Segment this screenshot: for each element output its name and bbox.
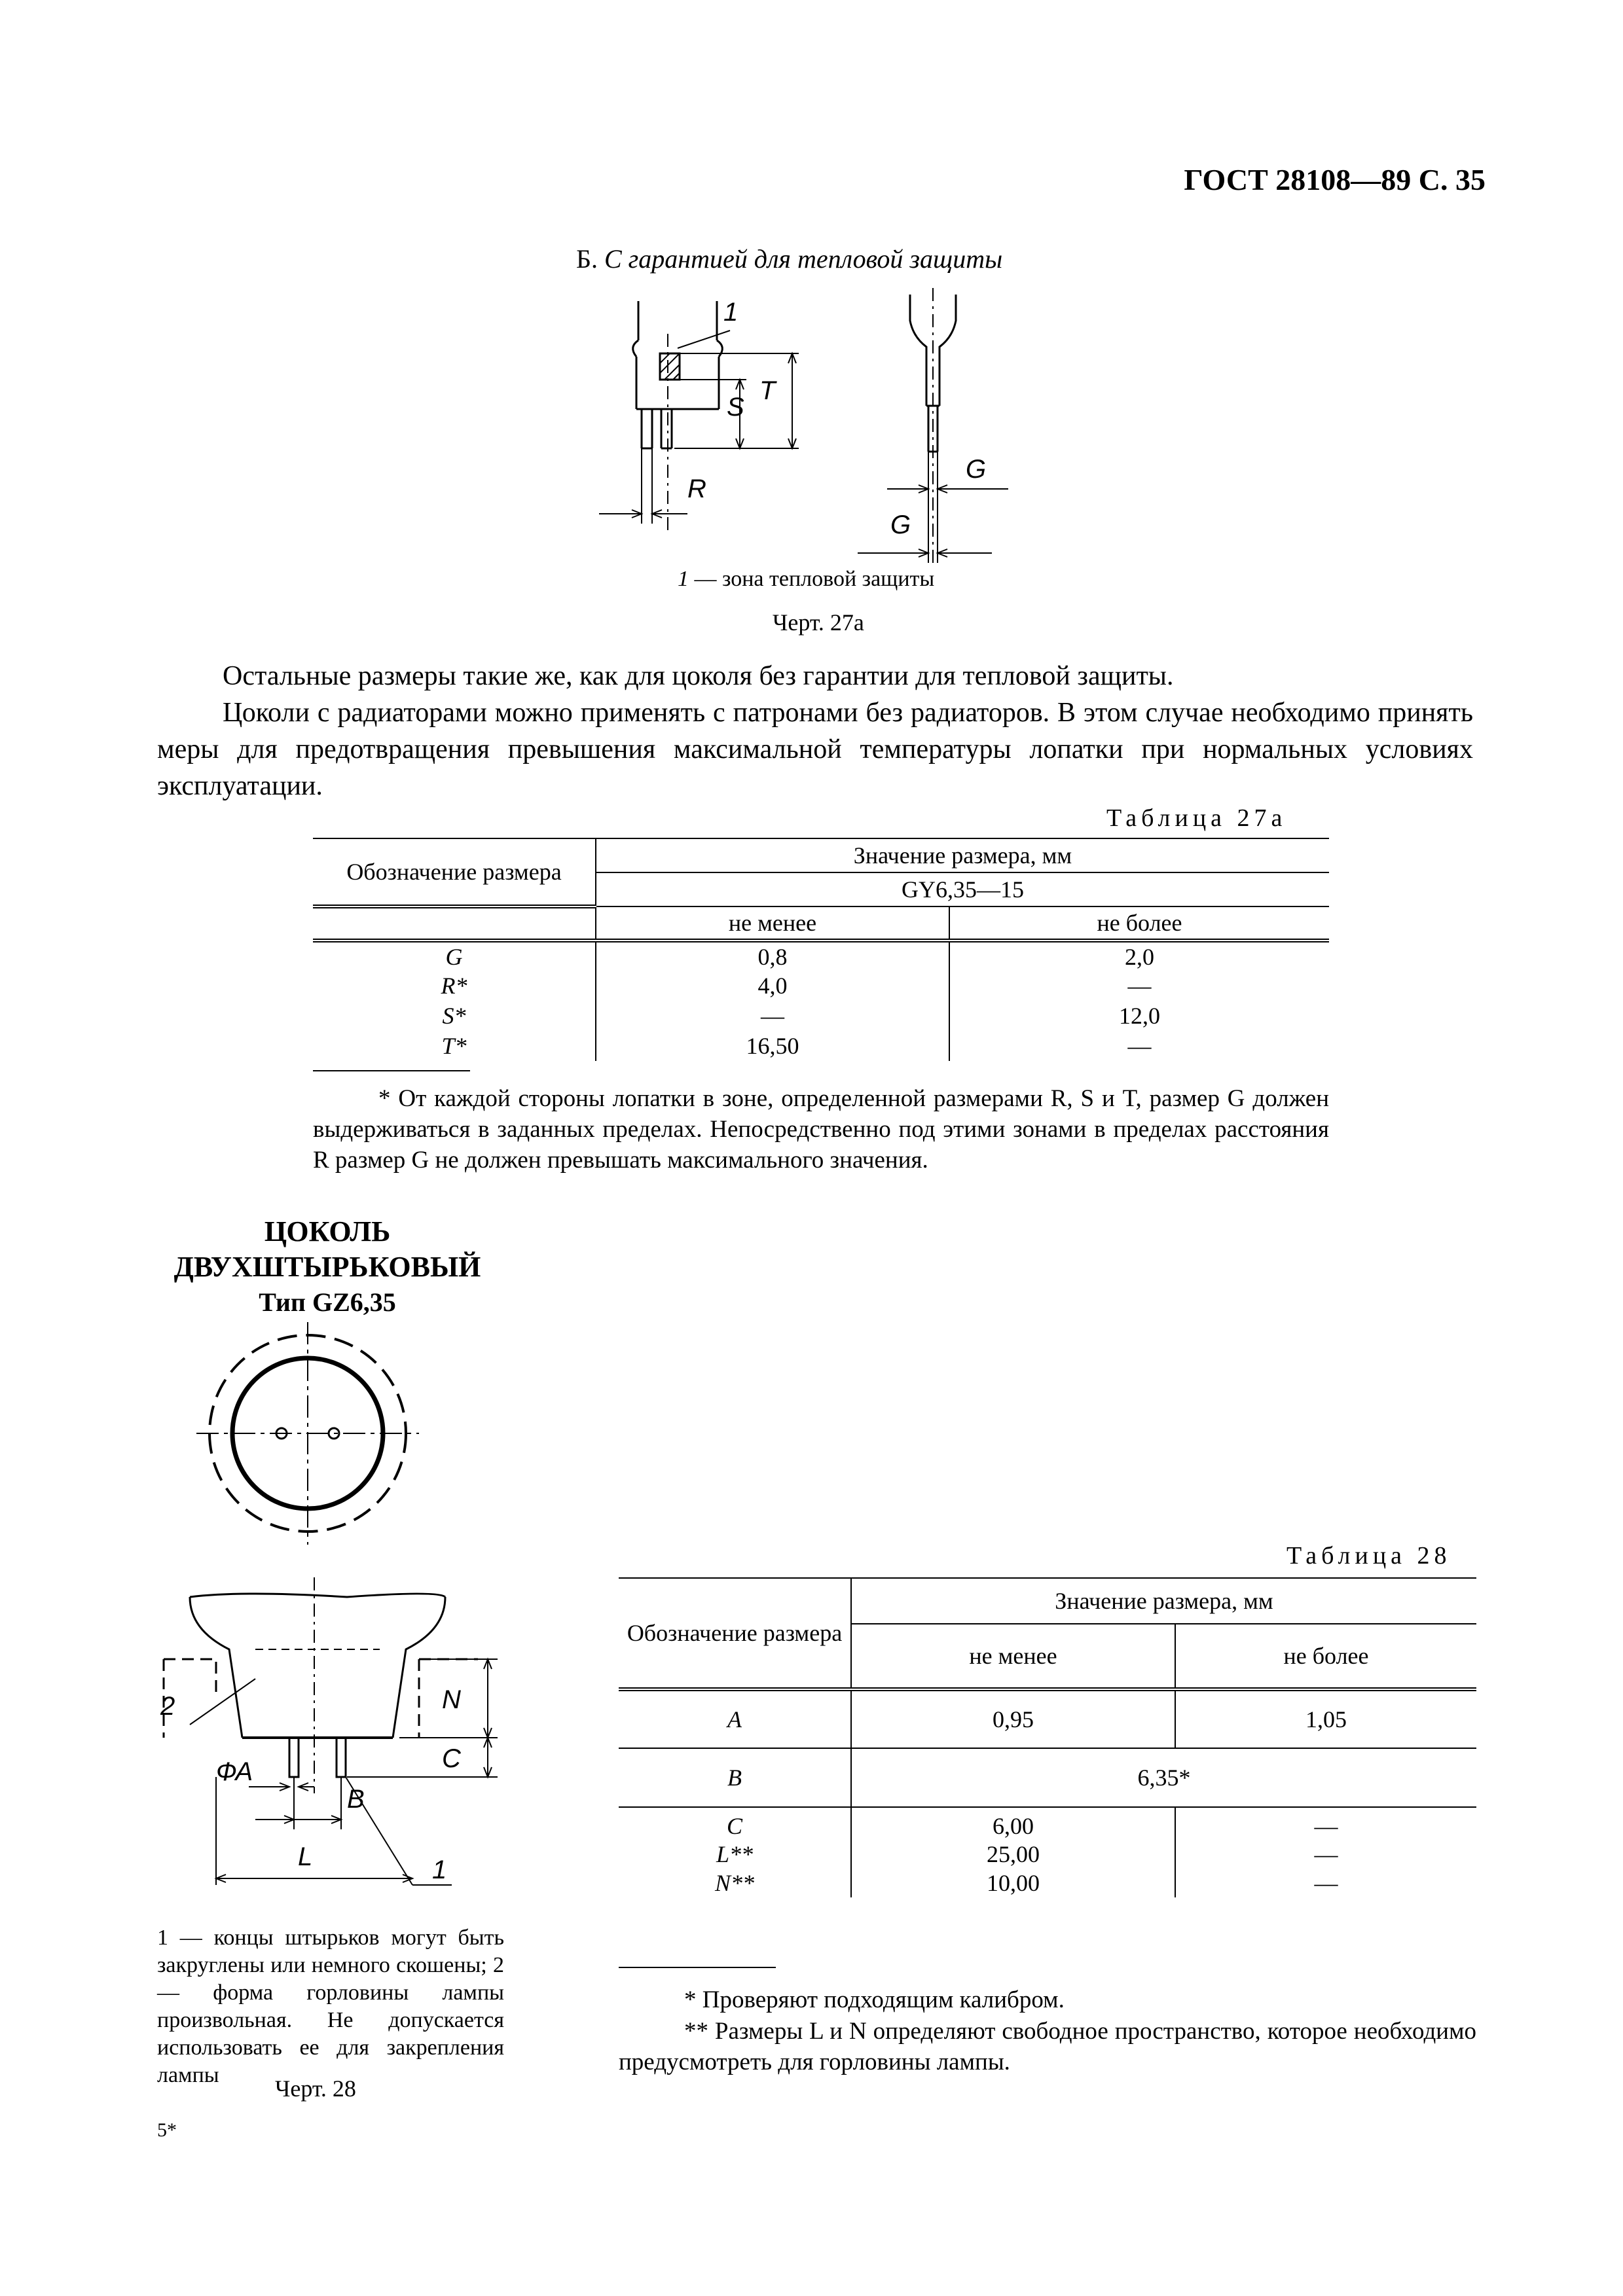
fig28-label-C: C bbox=[442, 1744, 461, 1773]
table27a-header-designation: Обозначение размера bbox=[313, 838, 596, 906]
section-title-line1: ЦОКОЛЬ bbox=[264, 1215, 391, 1247]
table27a-min: 16,50 bbox=[596, 1031, 949, 1061]
fig28-label-1: 1 bbox=[432, 1856, 447, 1884]
fig27a-legend bbox=[678, 567, 934, 592]
table27a-min: 0,8 bbox=[596, 941, 949, 971]
table27a-header-min: не менее bbox=[596, 906, 949, 941]
table-row bbox=[619, 1840, 1476, 1869]
table-row bbox=[619, 1689, 1476, 1748]
table28-footnote-2: ** Размеры L и N определяют свободное пространство, которое необходимо предусмотреть для горловины лампы. bbox=[619, 2018, 1476, 2075]
table28-name: L** bbox=[716, 1841, 754, 1867]
table28-name: A bbox=[619, 1689, 851, 1748]
table-row bbox=[619, 1748, 1476, 1807]
table27a-min: — bbox=[596, 1001, 949, 1031]
fig27a-legend-text: — зона тепловой защиты bbox=[694, 567, 935, 591]
table27a-name: T* bbox=[441, 1033, 467, 1059]
table27a-header-value: Значение размера, мм bbox=[596, 838, 1329, 872]
table27a-max: — bbox=[949, 971, 1329, 1001]
fig27a-label-1: 1 bbox=[723, 298, 739, 327]
table27a-blank bbox=[313, 906, 596, 941]
fig27a-heading-text: С гарантией для тепловой защиты bbox=[604, 244, 1003, 274]
table28-name: B bbox=[619, 1748, 851, 1807]
fig27a-label-G-bottom: G bbox=[890, 511, 911, 539]
fig27a-label-R: R bbox=[687, 475, 706, 503]
page-mark: 5* bbox=[157, 2119, 177, 2141]
table27a-name: S* bbox=[442, 1003, 466, 1029]
fig28-label-B: B bbox=[347, 1785, 365, 1814]
table28-min: 25,00 bbox=[851, 1840, 1175, 1869]
table28-header-max: не более bbox=[1175, 1624, 1476, 1689]
fig28-legend: 1 — концы штырьков могут быть закруглены или немного скошены; 2 — форма горловины лампы произвольная. Не допускается использовать ее для закрепления лампы bbox=[157, 1926, 504, 2087]
fig27a-caption: Черт. 27а bbox=[773, 609, 864, 636]
table28-header-value: Значение размера, мм bbox=[851, 1578, 1476, 1624]
table27a-header-type: GY6,35—15 bbox=[596, 872, 1329, 906]
table28-title: Таблица 28 bbox=[1286, 1542, 1451, 1570]
table27a-name: R* bbox=[441, 973, 467, 999]
table28-header-min: не менее bbox=[851, 1624, 1175, 1689]
fig28-label-L: L bbox=[298, 1842, 313, 1871]
table28-footnote-1: * Проверяют подходящим калибром. bbox=[684, 1986, 1065, 2013]
table-row bbox=[313, 1001, 1329, 1031]
fig28-top-view bbox=[190, 1322, 426, 1545]
fig27a-label-S: S bbox=[727, 393, 744, 422]
fig28-side-view bbox=[151, 1577, 517, 1918]
table-row bbox=[619, 1807, 1476, 1840]
table27a-min: 4,0 bbox=[596, 971, 949, 1001]
table28-min: 0,95 bbox=[851, 1689, 1175, 1748]
table27a-max: 2,0 bbox=[949, 941, 1329, 971]
table28-max: — bbox=[1175, 1840, 1476, 1869]
fig28-label-phiA: ФА bbox=[216, 1757, 253, 1786]
paragraph-1: Остальные размеры такие же, как для цоколя без гарантии для тепловой защиты. bbox=[223, 661, 1174, 691]
table27a-header-max: не более bbox=[949, 906, 1329, 941]
table28-name: C bbox=[726, 1813, 742, 1839]
table28 bbox=[619, 1577, 1476, 1897]
table-row bbox=[619, 1869, 1476, 1897]
table28-max: — bbox=[1175, 1807, 1476, 1840]
table28-min: 6,00 bbox=[851, 1807, 1175, 1840]
table27a-footnote-rule bbox=[313, 1070, 470, 1071]
fig27a-heading-prefix: Б. bbox=[576, 244, 598, 274]
table-row bbox=[313, 971, 1329, 1001]
table27a-name: G bbox=[445, 943, 463, 970]
fig27a-lamp-left bbox=[633, 301, 723, 448]
table28-min: 10,00 bbox=[851, 1869, 1175, 1897]
section-type: Тип GZ6,35 bbox=[259, 1287, 396, 1317]
fig28-label-2: 2 bbox=[160, 1692, 175, 1721]
fig27a-legend-num: 1 bbox=[678, 567, 689, 591]
table-row bbox=[313, 1031, 1329, 1061]
table-row bbox=[313, 941, 1329, 971]
table28-name: N** bbox=[714, 1870, 754, 1896]
table27a-footnote: * От каждой стороны лопатки в зоне, определенной размерами R, S и T, размер G должен выдерживаться в заданных пределах. Непосредственно под этими зонами в пределах расстояния R размер G не должен превышать максимального значения. bbox=[313, 1085, 1329, 1174]
table28-header-designation: Обозначение размера bbox=[619, 1578, 851, 1689]
section-title-line2: ДВУХШТЫРЬКОВЫЙ bbox=[173, 1251, 481, 1283]
fig27a-label-T: T bbox=[759, 376, 776, 405]
table27a-max: 12,0 bbox=[949, 1001, 1329, 1031]
table27a bbox=[313, 838, 1329, 1061]
fig28-caption: Черт. 28 bbox=[275, 2075, 356, 2102]
table27a-max: — bbox=[949, 1031, 1329, 1061]
table28-max: — bbox=[1175, 1869, 1476, 1897]
table28-footnote-rule bbox=[619, 1967, 776, 1968]
fig27a-drawing bbox=[589, 281, 1008, 569]
body-text bbox=[157, 658, 1473, 804]
table28-max: 1,05 bbox=[1175, 1689, 1476, 1748]
page-title: ГОСТ 28108—89 С. 35 bbox=[1184, 163, 1486, 196]
table28-value: 6,35* bbox=[851, 1748, 1476, 1807]
fig27a-heading bbox=[576, 243, 1002, 274]
fig27a-label-G-top: G bbox=[966, 455, 987, 484]
table27a-title: Таблица 27а bbox=[1106, 804, 1287, 832]
fig28-label-N: N bbox=[442, 1685, 461, 1714]
paragraph-2: Цоколи с радиаторами можно применять с патронами без радиаторов. В этом случае необходимо принять меры для предотвращения превышения максимальной температуры лопатки при нормальных условиях эксплуатации. bbox=[157, 698, 1473, 801]
section-title bbox=[164, 1214, 491, 1320]
